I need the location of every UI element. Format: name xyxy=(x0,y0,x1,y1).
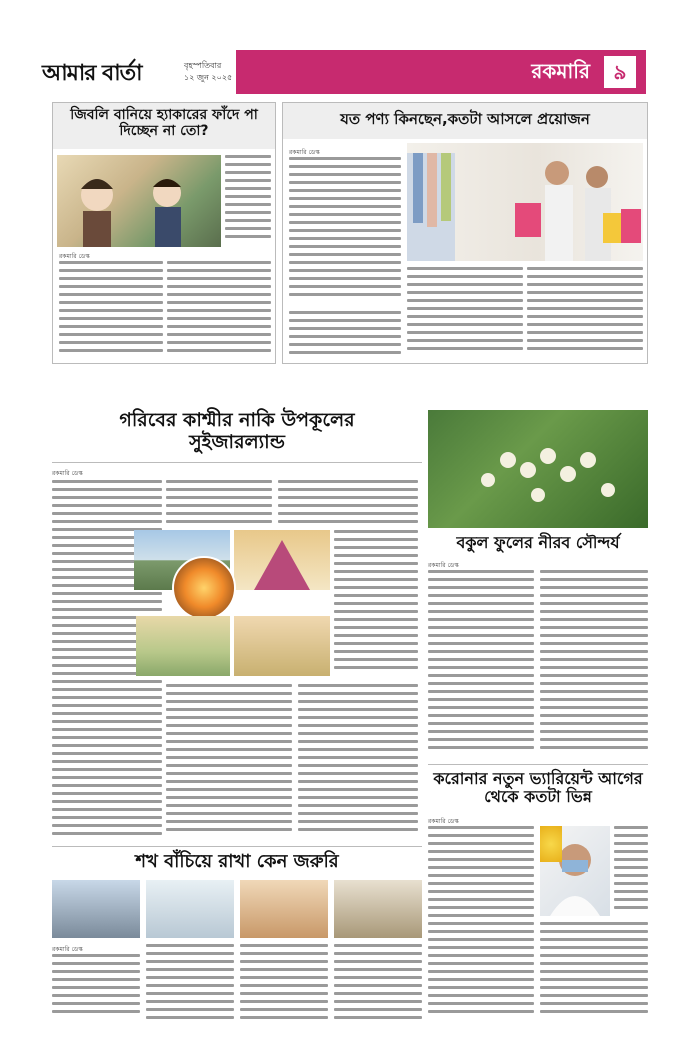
flower-icon xyxy=(428,410,648,528)
article-body xyxy=(167,261,271,361)
masthead xyxy=(36,50,646,94)
article-body xyxy=(240,944,328,1024)
section-title: রকমারি xyxy=(531,59,590,83)
section-bar xyxy=(236,50,646,94)
byline: রকমারি ডেস্ক xyxy=(52,946,83,953)
ghibli-illustration xyxy=(57,155,221,247)
hut-photo xyxy=(234,616,330,676)
article-headline: বকুল ফুলের নীরব সৌন্দর্য xyxy=(456,533,620,552)
date-label: ১২ জুন ২০২৫ xyxy=(184,73,233,82)
guitar-photo xyxy=(240,880,328,938)
article-body xyxy=(407,267,523,359)
grass-icon xyxy=(234,530,330,590)
article-kashmir xyxy=(52,410,422,840)
article-body xyxy=(59,261,163,361)
article-body xyxy=(428,570,534,758)
article-body xyxy=(540,922,648,1022)
article-body xyxy=(146,944,234,1024)
logo-text: আমার বার্তা xyxy=(42,60,142,86)
village-photo xyxy=(136,616,230,676)
article-body xyxy=(289,311,401,359)
article-body xyxy=(334,530,418,678)
article-body xyxy=(166,480,272,526)
painting-photo xyxy=(146,880,234,938)
day-label: বৃহস্পতিবার xyxy=(184,61,222,70)
article-body xyxy=(428,826,534,1022)
article-headline: যত পণ্য কিনছেন,কতটা আসলে প্রয়োজন xyxy=(283,103,647,139)
pink-grass-photo xyxy=(234,530,330,590)
page-number: ৯ xyxy=(604,56,636,88)
article-body xyxy=(334,944,422,1024)
article-body xyxy=(298,684,418,840)
divider xyxy=(52,462,422,463)
article-headline: গরিবের কাশ্মীর নাকি উপকূলের সুইজারল্যান্ড xyxy=(119,409,355,453)
cooking-photo xyxy=(334,880,422,938)
article-body xyxy=(278,480,418,526)
bakul-flower-photo xyxy=(428,410,648,528)
article-body xyxy=(527,267,643,359)
divider xyxy=(52,846,422,847)
ghibli-figures-icon xyxy=(57,155,221,247)
byline: রকমারি ডেস্ক xyxy=(428,562,459,569)
article-body xyxy=(225,155,271,247)
byline: রকমারি ডেস্ক xyxy=(52,470,83,477)
article-headline: করোনার নতুন ভ্যারিয়েন্ট আগের থেকে কতটা ভিন্ন xyxy=(433,769,643,807)
shopping-couple-icon xyxy=(407,143,643,261)
article-headline: শখ বাঁচিয়ে রাখা কেন জরুরি xyxy=(135,851,339,872)
article-body xyxy=(52,954,140,1024)
article-corona xyxy=(428,764,648,1024)
article-bakul xyxy=(428,410,648,760)
article-body xyxy=(289,157,401,307)
article-body xyxy=(540,570,648,758)
article-jibli xyxy=(52,102,276,364)
article-headline: জিবলি বানিয়ে হ্যাকারের ফাঁদে পা দিচ্ছেন না তো? xyxy=(53,103,275,149)
article-product xyxy=(282,102,648,364)
date-block xyxy=(184,60,232,84)
sunset-photo xyxy=(172,556,236,620)
article-body xyxy=(166,684,292,840)
shopping-photo xyxy=(407,143,643,261)
byline: রকমারি ডেস্ক xyxy=(289,149,320,156)
byline: রকমারি ডেস্ক xyxy=(59,253,90,260)
byline: রকমারি ডেস্ক xyxy=(428,818,459,825)
virus-photo xyxy=(540,826,562,862)
photographer-photo xyxy=(52,880,140,938)
article-hobby xyxy=(52,846,422,1024)
divider xyxy=(428,764,648,765)
article-body xyxy=(614,826,648,916)
